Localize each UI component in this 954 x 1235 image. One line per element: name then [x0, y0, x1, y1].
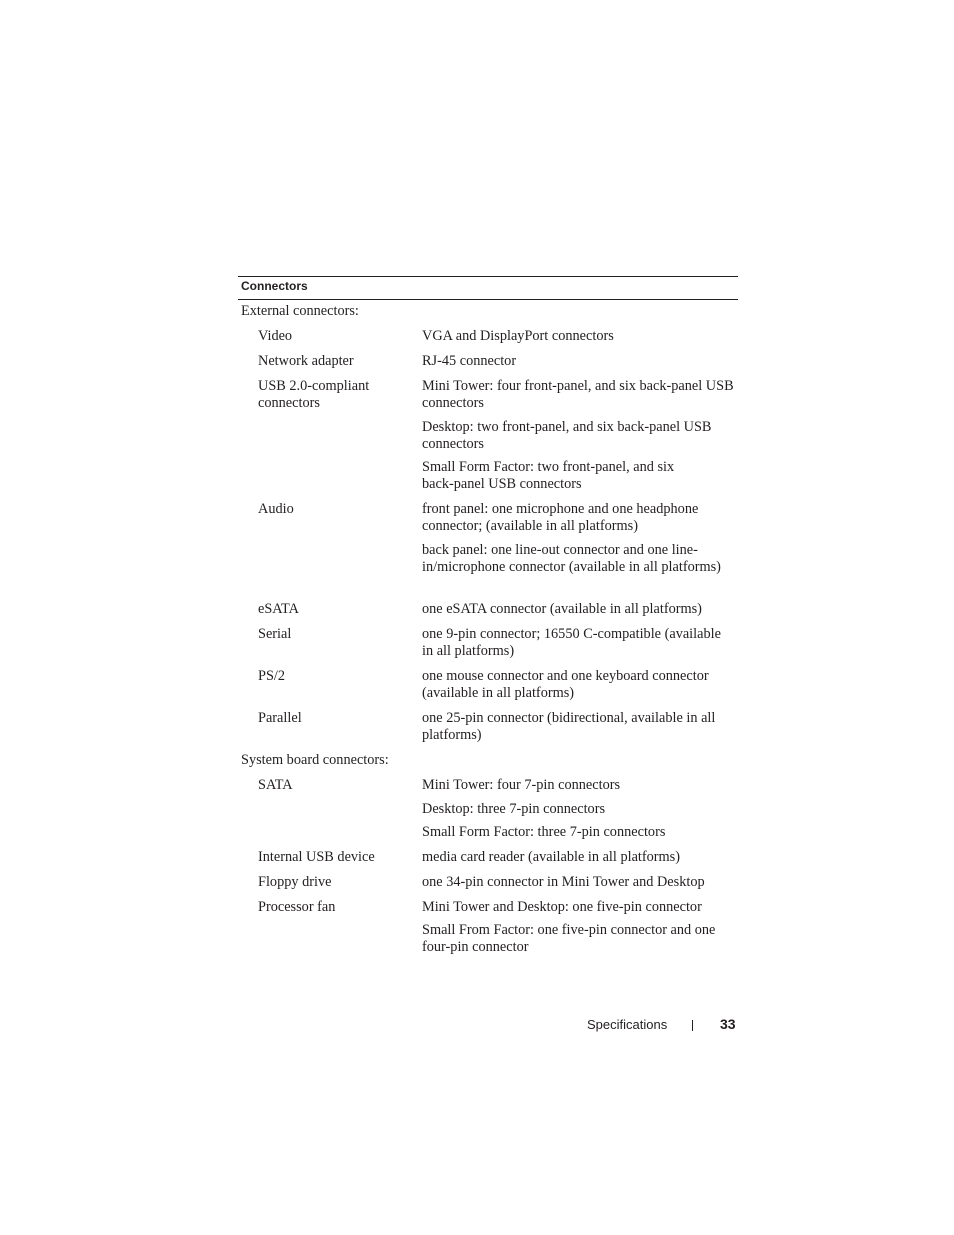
row-value: Small Form Factor: two front-panel, and six back-panel USB connectors: [422, 459, 675, 492]
row-label: Audio: [258, 501, 294, 517]
row-value: one 25-pin connector (bidirectional, available in all platforms): [422, 710, 716, 743]
row-value: Mini Tower and Desktop: one five-pin connector: [422, 899, 702, 915]
section-label-system: System board connectors:: [241, 752, 389, 768]
row-value: one 34-pin connector in Mini Tower and Desktop: [422, 874, 705, 890]
row-label: Serial: [258, 626, 292, 642]
row-label: Floppy drive: [258, 874, 332, 890]
table-title: Connectors: [241, 279, 308, 293]
table-header: [238, 276, 738, 300]
row-label: Network adapter: [258, 353, 354, 369]
footer-section-name: Specifications: [587, 1017, 668, 1032]
row-value: one 9-pin connector; 16550 C-compatible (available in all platforms): [422, 626, 721, 659]
footer-divider: [692, 1020, 693, 1031]
row-label: Internal USB device: [258, 849, 375, 865]
row-label: SATA: [258, 777, 293, 793]
row-label: Parallel: [258, 710, 302, 726]
row-value: Mini Tower: four front-panel, and six back-panel USB connectors: [422, 378, 734, 411]
row-value: Desktop: three 7-pin connectors: [422, 801, 606, 817]
page-number: 33: [720, 1016, 736, 1032]
row-value: Mini Tower: four 7-pin connectors: [422, 777, 621, 793]
row-label: eSATA: [258, 601, 299, 617]
row-label: Processor fan: [258, 899, 336, 915]
row-value: back panel: one line-out connector and one line-in/microphone connector (available in all platforms): [422, 542, 721, 575]
row-label: Video: [258, 328, 293, 344]
row-value: media card reader (available in all platforms): [422, 849, 681, 865]
row-value: front panel: one microphone and one headphone connector; (available in all platforms): [422, 501, 699, 534]
page-footer: [0, 1015, 954, 1035]
row-value: VGA and DisplayPort connectors: [422, 328, 614, 344]
row-label: PS/2: [258, 668, 286, 684]
connectors-table: [238, 276, 738, 955]
row-value: one eSATA connector (available in all platforms): [422, 601, 702, 617]
row-value: one mouse connector and one keyboard connector (available in all platforms): [422, 668, 709, 701]
row-label: USB 2.0-compliant connectors: [258, 378, 370, 411]
row-value: Desktop: two front-panel, and six back-panel USB connectors: [422, 419, 712, 452]
row-value: RJ-45 connector: [422, 353, 517, 369]
section-label-external: External connectors:: [241, 303, 359, 319]
row-value: Small From Factor: one five-pin connector and one four-pin connector: [422, 922, 716, 955]
row-value: Small Form Factor: three 7-pin connectors: [422, 824, 666, 840]
